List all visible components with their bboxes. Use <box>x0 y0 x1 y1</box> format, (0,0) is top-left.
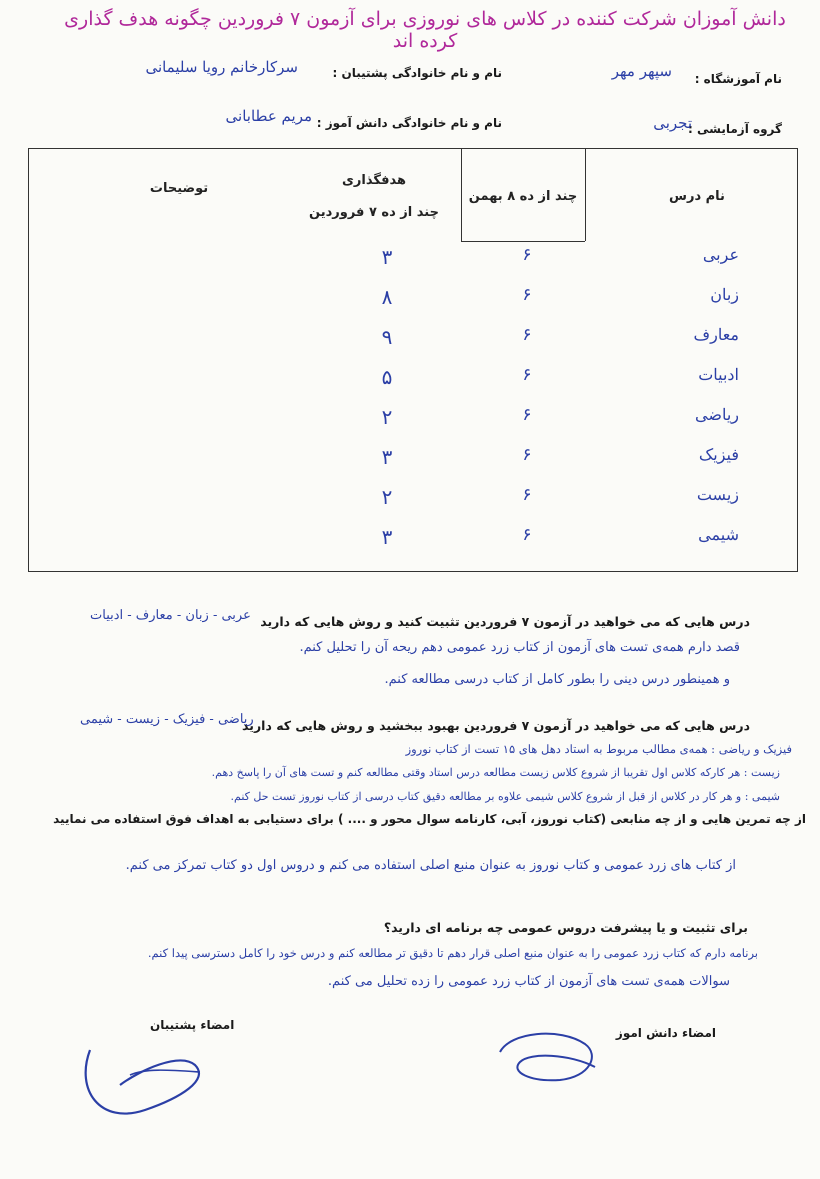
table-row <box>29 365 797 405</box>
table-row <box>29 245 797 285</box>
question-1: درس هایی که می خواهید در آزمون ۷ فروردین تثبیت کنید و روش هایی که دارید <box>260 614 750 629</box>
q3-answer-line1: از کتاب های زرد عمومی و کتاب نوروز به عنوان منبع اصلی استفاده می کنم و دروس اول دو کتاب تمرکز می کنم. <box>125 858 736 873</box>
score-cell: ۶ <box>522 525 532 545</box>
subject-cell: زبان <box>710 285 739 304</box>
q4-answer-line2: سوالات همه‌ی تست های آزمون از کتاب زرد عمومی را زده تحلیل می کنم. <box>327 974 730 989</box>
q1-answer-line1: قصد دارم همه‌ی تست های آزمون از کتاب زرد عمومی دهم ریحه آن را تحلیل کنم. <box>299 640 740 655</box>
parent-name-label: نام و نام خانوادگی پشتیبان : <box>332 66 502 80</box>
score-cell: ۶ <box>522 285 532 305</box>
q4-answer-line1: برنامه دارم که کتاب زرد عمومی را به عنوان منبع اصلی قرار دهم تا دقیق تر مطالعه کنم و درس خود را کامل دسترسی پیدا کنم. <box>147 946 758 960</box>
score-table <box>28 148 798 572</box>
parent-signature-label: امضاء پشتیبان <box>150 1018 235 1032</box>
group-label: گروه آزمایشی : <box>688 122 782 136</box>
parent-signature <box>70 1030 220 1130</box>
score-cell: ۶ <box>522 245 532 265</box>
goal-cell: ۳ <box>381 445 393 469</box>
school-value: سپهر مهر <box>611 62 672 80</box>
subject-cell: زیست <box>696 485 739 504</box>
student-signature <box>490 1022 610 1092</box>
goal-cell: ۲ <box>381 405 393 429</box>
goal-cell: ۲ <box>381 485 393 509</box>
subject-cell: شیمی <box>698 525 739 544</box>
subject-cell: ادبیات <box>698 365 739 384</box>
student-name-label: نام و نام خانوادگی دانش آموز : <box>316 116 502 130</box>
header-goal-line2: چند از ده ۷ فروردین <box>309 205 439 220</box>
table-row <box>29 485 797 525</box>
subject-cell: فیزیک <box>698 445 739 464</box>
subject-cell: معارف <box>693 325 739 344</box>
table-row <box>29 325 797 365</box>
q2-answer-line1: فیزیک و ریاضی : همه‌ی مطالب مربوط به استاد دهل های ۱۵ تست از کتاب نوروز <box>405 742 792 756</box>
q1-answer-line2: و همینطور درس دینی را بطور کامل از کتاب درسی مطالعه کنم. <box>384 672 730 687</box>
table-divider <box>461 241 585 242</box>
student-signature-label: امضاء دانش اموز <box>615 1026 716 1040</box>
q2-answer-line2: زیست : هر کارکه کلاس اول تقریبا از شروع کلاس زیست مطالعه درس استاد وقتی مطالعه کنم و تست های آن را پاسخ دهم. <box>211 766 780 779</box>
goal-cell: ۳ <box>381 525 393 549</box>
parent-name-value: سرکارخانم رویا سلیمانی <box>145 58 298 76</box>
goal-cell: ۸ <box>381 285 393 309</box>
school-label: نام آموزشگاه : <box>694 72 782 86</box>
question-2: درس هایی که می خواهید در آزمون ۷ فروردین بهبود ببخشید و روش هایی که دارید <box>242 718 750 733</box>
q2-answer-line3: شیمی : و هر کار در کلاس از قبل از شروع کلاس شیمی علاوه بر مطالعه دقیق کتاب درسی از کتاب نوروز تست حل کنم. <box>230 790 780 803</box>
goal-cell: ۳ <box>381 245 393 269</box>
question-3: از چه تمرین هایی و از چه منابعی (کتاب نوروز، آبی، کارنامه سوال محور و .... ) برای دستیابی به اهداف فوق استفاده می نمایید <box>53 812 806 826</box>
header-score: چند از ده ۸ بهمن <box>468 189 578 204</box>
header-subject: نام درس <box>669 189 725 204</box>
subject-cell: عربی <box>702 245 739 264</box>
student-name-value: مریم عطابانی <box>225 107 312 125</box>
table-row <box>29 525 797 565</box>
question-4: برای تثبیت و یا پیشرفت دروس عمومی چه برنامه ای دارید؟ <box>383 920 748 935</box>
group-value: تجربی <box>653 114 692 132</box>
subject-cell: ریاضی <box>695 405 739 424</box>
table-row <box>29 285 797 325</box>
header-notes: توضیحات <box>149 181 209 196</box>
header-goal-line1: هدفگذاری <box>342 173 406 188</box>
header-title: دانش آموزان شرکت کننده در کلاس های نوروزی برای آزمون ۷ فروردین چگونه هدف گذاری کرده اند <box>64 8 786 52</box>
q2-inline-answer: ریاضی - فیزیک - زیست - شیمی <box>80 712 254 727</box>
score-cell: ۶ <box>522 485 532 505</box>
q1-inline-answer: عربی - زبان - معارف - ادبیات <box>90 608 251 623</box>
goal-cell: ۵ <box>381 365 393 389</box>
score-cell: ۶ <box>522 405 532 425</box>
score-cell: ۶ <box>522 325 532 345</box>
score-cell: ۶ <box>522 445 532 465</box>
table-divider <box>585 149 586 241</box>
score-cell: ۶ <box>522 365 532 385</box>
table-row <box>29 445 797 485</box>
table-row <box>29 405 797 445</box>
goal-cell: ۹ <box>381 325 393 349</box>
